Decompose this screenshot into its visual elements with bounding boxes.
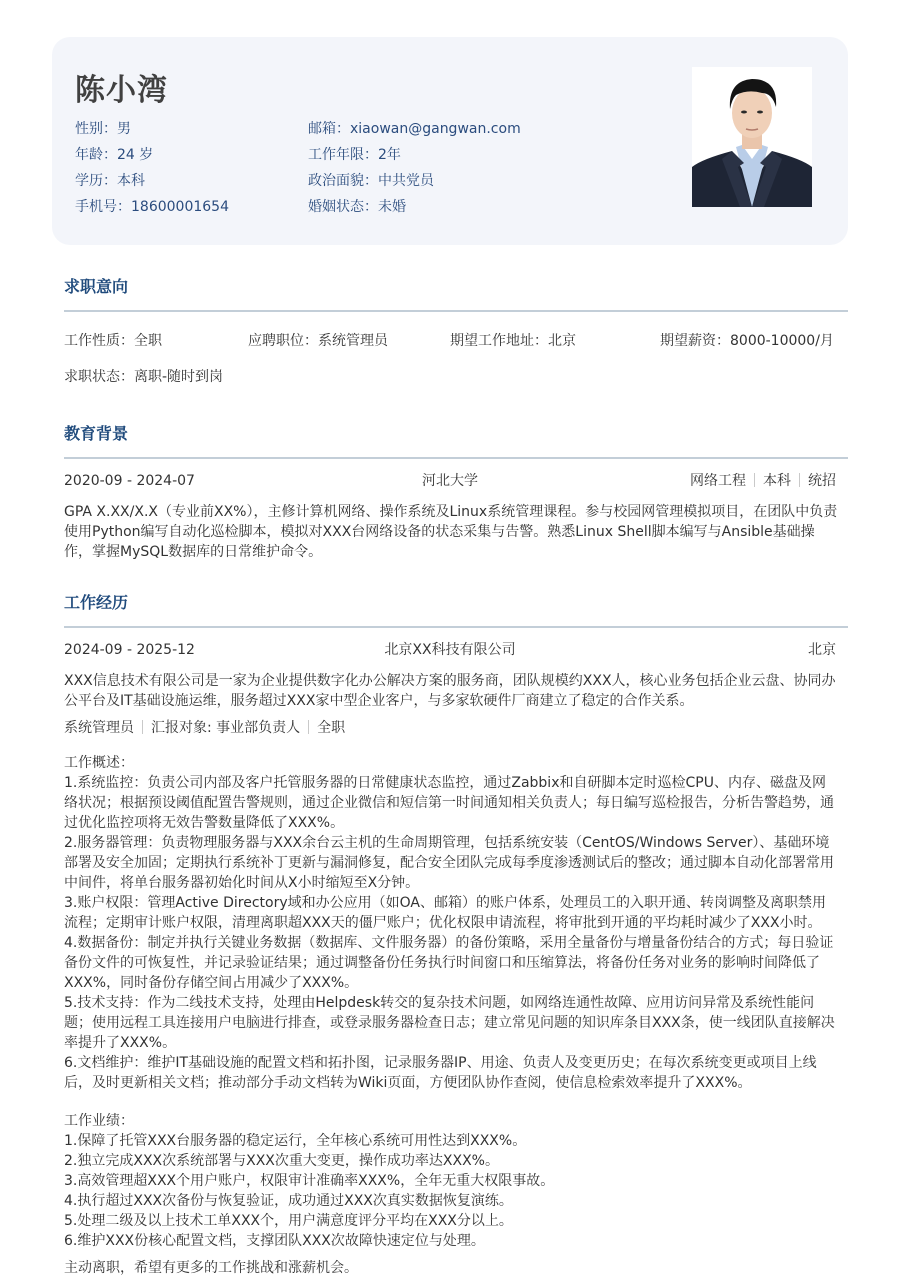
education-enrollment-type: 统招 xyxy=(808,473,836,489)
work-type: 全职 xyxy=(317,720,346,736)
work-role: 系统管理员 xyxy=(64,720,134,736)
intent-label: 求职状态： xyxy=(64,369,134,385)
achievement-item: 3.高效管理超XXX个用户账户，权限审计准确率XXX%，全年无重大权限事故。 xyxy=(64,1173,555,1189)
intent-label: 期望薪资： xyxy=(660,333,730,349)
intent-status xyxy=(64,366,223,386)
achievement-item: 6.维护XXX份核心配置文档，支撑团队XXX次故障快速定位与处理。 xyxy=(64,1233,485,1249)
work-company: 北京XX科技有限公司 xyxy=(384,642,516,658)
info-education xyxy=(75,171,229,197)
work-overview xyxy=(64,753,839,1093)
info-label: 学历： xyxy=(75,173,117,189)
overview-item: 5.技术支持：作为二线技术支持，处理由Helpdesk转交的复杂技术问题，如网络连通性故障、应用访问异常及系统性能问题；使用远程工具连接用户电脑进行排查，或登录服务器检查日志；建立常见问题的知识库条目XXX条，使一线团队直接解决率提升了XXX%。 xyxy=(64,995,835,1051)
section-divider xyxy=(64,310,848,312)
intent-label: 工作性质： xyxy=(64,333,134,349)
achievement-item: 4.执行超过XXX次备份与恢复验证，成功通过XXX次真实数据恢复演练。 xyxy=(64,1193,513,1209)
section-divider xyxy=(64,457,848,459)
info-work-years xyxy=(308,145,521,171)
basic-info-left xyxy=(75,119,229,223)
achievement-item: 1.保障了托管XXX台服务器的稳定运行，全年核心系统可用性达到XXX%。 xyxy=(64,1133,527,1149)
work-tags xyxy=(64,718,345,738)
candidate-name: 陈小湾 xyxy=(75,73,168,108)
education-header-row xyxy=(64,471,836,491)
intent-value: 全职 xyxy=(134,333,162,349)
info-value: 24 岁 xyxy=(117,147,154,163)
info-value: 中共党员 xyxy=(378,173,434,189)
profile-header-card xyxy=(52,37,848,245)
intent-value: 北京 xyxy=(548,333,576,349)
info-label: 邮箱： xyxy=(308,121,350,137)
work-section xyxy=(64,592,848,628)
info-value: 本科 xyxy=(117,173,145,189)
achievement-item: 2.独立完成XXX次系统部署与XXX次重大变更，操作成功率达XXX%。 xyxy=(64,1153,499,1169)
info-label: 工作年限： xyxy=(308,147,378,163)
portrait-illustration-icon xyxy=(692,67,812,207)
education-section xyxy=(64,423,848,459)
intent-work-type xyxy=(64,330,162,350)
info-value: 2年 xyxy=(378,147,401,163)
education-degree: 本科 xyxy=(763,473,791,489)
info-phone xyxy=(75,197,229,223)
work-report-to: 汇报对象: 事业部负责人 xyxy=(151,720,301,736)
portrait-photo xyxy=(692,67,812,207)
work-tags-row xyxy=(64,718,836,738)
section-divider xyxy=(64,626,848,628)
info-label: 手机号： xyxy=(75,199,131,215)
education-major: 网络工程 xyxy=(690,473,746,489)
info-age xyxy=(75,145,229,171)
education-school: 河北大学 xyxy=(422,473,478,489)
overview-item: 1.系统监控：负责公司内部及客户托管服务器的日常健康状态监控，通过Zabbix和自研脚本定时巡检CPU、内存、磁盘及网络状况；根据预设阈值配置告警规则，通过企业微信和短信第一时间通知相关负责人；每日编写巡检报告，分析告警趋势，通过优化监控项将无效告警数量降低了XXX%。 xyxy=(64,775,834,831)
intent-label: 应聘职位： xyxy=(248,333,318,349)
info-gender xyxy=(75,119,229,145)
work-period: 2024-09 - 2025-12 xyxy=(64,642,195,658)
intent-value: 系统管理员 xyxy=(318,333,388,349)
info-value: 18600001654 xyxy=(131,199,229,215)
overview-item: 2.服务器管理：负责物理服务器与XXX余台云主机的生命周期管理，包括系统安装（CentOS/Windows Server）、基础环境部署及安全加固；定期执行系统补丁更新与漏洞修复，配合安全团队完成每季度渗透测试后的整改；通过脚本自动化部署常用中间件，将单台服务器初始化时间从X小时缩短至X分钟。 xyxy=(64,835,834,891)
overview-title: 工作概述： xyxy=(64,755,134,771)
section-title-education: 教育背景 xyxy=(64,424,129,443)
company-description: XXX信息技术有限公司是一家为企业提供数字化办公解决方案的服务商，团队规模约XXX人，核心业务包括企业云盘、协同办公平台及IT基础设施运维，服务超过XXX家中型企业客户，与多家软硬件厂商建立了稳定的合作关系。 xyxy=(64,673,836,709)
overview-item: 3.账户权限：管理Active Directory域和办公应用（如OA、邮箱）的账户体系，处理员工的入职开通、转岗调整及离职禁用流程；定期审计账户权限，清理离职超XXX天的僵尸账户；优化权限申请流程，将审批到开通的平均耗时减少了XXX小时。 xyxy=(64,895,826,931)
tag-separator xyxy=(142,720,143,734)
info-label: 婚姻状态： xyxy=(308,199,378,215)
tag-separator xyxy=(799,473,800,487)
info-value: xiaowan@gangwan.com xyxy=(350,121,521,137)
achievements-title: 工作业绩： xyxy=(64,1113,134,1129)
intent-label: 期望工作地址： xyxy=(450,333,548,349)
section-title-work: 工作经历 xyxy=(64,593,129,612)
tag-separator xyxy=(308,720,309,734)
intent-position xyxy=(248,330,388,350)
tag-separator xyxy=(754,473,755,487)
basic-info-right xyxy=(308,119,521,223)
section-title-job-intent: 求职意向 xyxy=(64,277,129,296)
work-location: 北京 xyxy=(808,642,836,658)
info-label: 性别： xyxy=(75,121,117,137)
education-description: GPA X.XX/X.X（专业前XX%），主修计算机网络、操作系统及Linux系统管理课程。参与校园网管理模拟项目，在团队中负责使用Python编写自动化巡检脚本，模拟对XXX台网络设备的状态采集与告警。熟悉Linux Shell脚本编写与Ansible基础操作，掌握MySQL数据库的日常维护命令。 xyxy=(64,504,838,560)
overview-item: 6.文档维护：维护IT基础设施的配置文档和拓扑图，记录服务器IP、用途、负责人及变更历史；在每次系统变更或项目上线后，及时更新相关文档；推动部分手动文档转为Wiki页面，方便团队协作查阅，使信息检索效率提升了XXX%。 xyxy=(64,1055,817,1091)
education-tags xyxy=(690,471,836,491)
info-political-status xyxy=(308,171,521,197)
leave-reason: 主动离职，希望有更多的工作挑战和涨薪机会。 xyxy=(64,1260,358,1276)
education-period: 2020-09 - 2024-07 xyxy=(64,473,195,489)
job-intent-section xyxy=(64,276,848,312)
intent-value: 离职-随时到岗 xyxy=(134,369,224,385)
intent-value: 8000-10000/月 xyxy=(730,333,834,349)
work-header-row xyxy=(64,640,836,660)
overview-item: 4.数据备份：制定并执行关键业务数据（数据库、文件服务器）的备份策略，采用全量备份与增量备份结合的方式；每日验证备份文件的可恢复性，并记录验证结果；通过调整备份任务执行时间窗口和压缩算法，将备份任务对业务的影响时间降低了XXX%，同时备份存储空间占用减少了XXX%。 xyxy=(64,935,834,991)
info-marital-status xyxy=(308,197,521,223)
achievement-item: 5.处理二级及以上技术工单XXX个，用户满意度评分平均在XXX分以上。 xyxy=(64,1213,513,1229)
intent-salary xyxy=(660,330,834,350)
info-label: 年龄： xyxy=(75,147,117,163)
info-value: 未婚 xyxy=(378,199,406,215)
work-achievements xyxy=(64,1111,839,1251)
intent-location xyxy=(450,330,576,350)
info-value: 男 xyxy=(117,121,131,137)
info-label: 政治面貌： xyxy=(308,173,378,189)
info-email xyxy=(308,119,521,145)
